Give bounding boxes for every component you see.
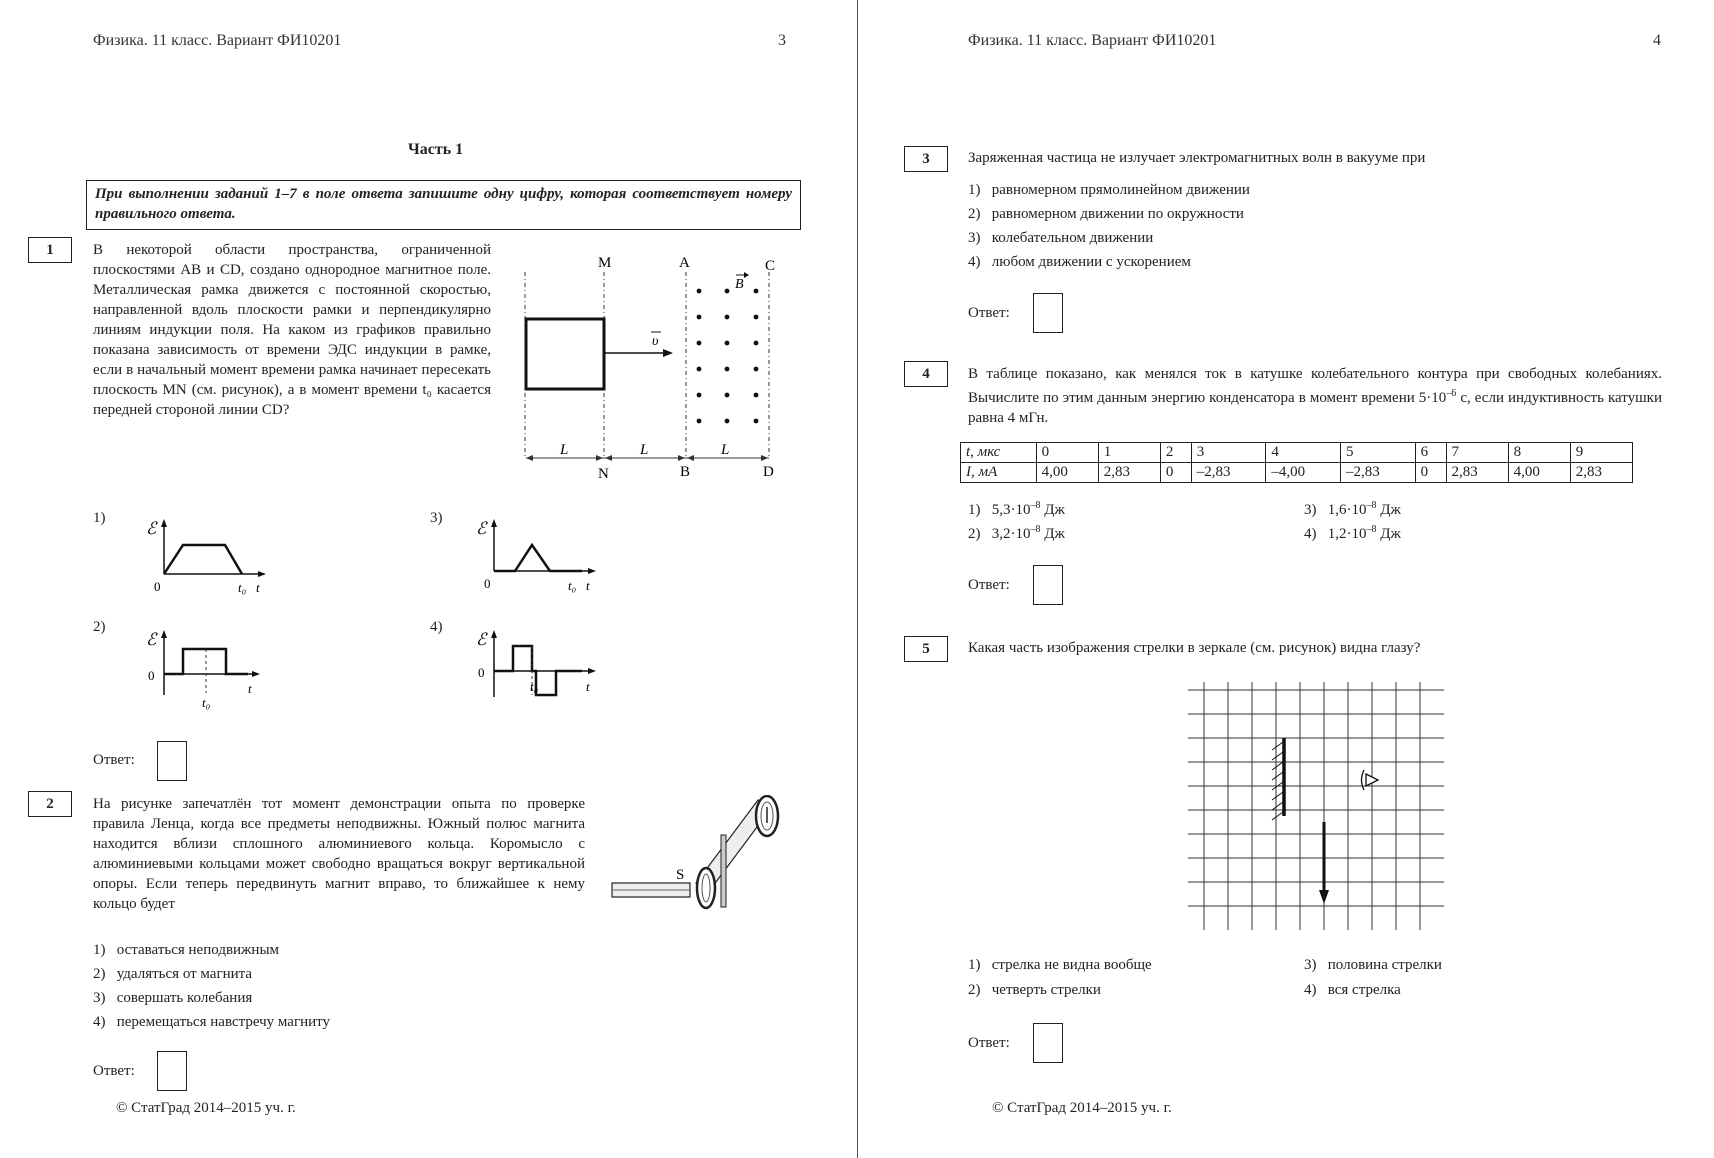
q4-text-exp: –6 (1446, 388, 1457, 399)
table-cell: 3 (1191, 443, 1266, 463)
table-header-cell: t, мкс (961, 443, 1037, 463)
table-cell: 4,00 (1036, 463, 1098, 483)
graph1-t: t (256, 580, 260, 595)
q2-answer-box[interactable] (157, 1051, 187, 1091)
table-cell: 8 (1508, 443, 1570, 463)
left-page-number: 3 (778, 32, 786, 49)
q2-option-4 (93, 1014, 330, 1031)
q3-option-2-text: равномерном движении по окружности (991, 206, 1244, 222)
q3-option-2 (968, 206, 1244, 223)
graph4-emf-label: ℰ (476, 630, 487, 649)
label-N: N (598, 466, 609, 482)
q5-option-1 (968, 957, 1152, 974)
q4-option-2-exp: –8 (1030, 524, 1041, 535)
q5-option-3 (1304, 957, 1442, 974)
right-header-title: Физика. 11 класс. Вариант ФИ10201 (968, 32, 1217, 49)
right-footer: © СтатГрад 2014–2015 уч. г. (992, 1100, 1172, 1116)
q5-option-2-text: четверть стрелки (991, 982, 1101, 998)
q5-answer-box[interactable] (1033, 1023, 1063, 1063)
q4-option-3-num: 3) (1304, 502, 1317, 518)
left-footer: © СтатГрад 2014–2015 уч. г. (116, 1100, 296, 1116)
q5-answer-label: Ответ: (968, 1035, 1010, 1051)
q3-option-4-num: 4) (968, 254, 981, 270)
q4-option-4-unit: Дж (1376, 526, 1401, 542)
q4-option-1-unit: Дж (1040, 502, 1065, 518)
q2-option-1 (93, 942, 279, 959)
q3-option-1-num: 1) (968, 182, 981, 198)
q2-number: 2 (28, 791, 72, 817)
table-cell: 2,83 (1570, 463, 1632, 483)
table-cell: 2 (1160, 443, 1191, 463)
q4-option-4-exp: –8 (1366, 524, 1377, 535)
q4-option-4-num: 4) (1304, 526, 1317, 542)
q2-option-2-num: 2) (93, 966, 106, 982)
q2-option-2 (93, 966, 252, 983)
q4-option-1-exp: –8 (1030, 500, 1041, 511)
q3-number: 3 (904, 146, 948, 172)
q4-option-1 (968, 500, 1065, 519)
q3-option-3-num: 3) (968, 230, 981, 246)
q5-option-4 (1304, 982, 1401, 999)
q1-number: 1 (28, 237, 72, 263)
mirror-grid-figure (1188, 682, 1448, 932)
q4-answer-label: Ответ: (968, 577, 1010, 593)
q4-text-b: с, если индуктивность катушки равна 4 мГн. (968, 390, 1662, 426)
label-M: M (598, 255, 612, 271)
instructions-box (86, 180, 801, 230)
label-D: D (763, 464, 774, 480)
graph-option-4 (470, 625, 600, 710)
q2-option-1-text: оставаться неподвижным (116, 942, 280, 958)
q2-option-3 (93, 990, 252, 1007)
current-table (960, 442, 1633, 483)
table-cell: 4 (1266, 443, 1341, 463)
mirror-hatching (1272, 742, 1283, 820)
q2-option-4-text: перемещаться навстречу магниту (116, 1014, 331, 1030)
q5-option-4-num: 4) (1304, 982, 1317, 998)
table-cell: 6 (1415, 443, 1446, 463)
part-title: Часть 1 (408, 141, 464, 158)
label-L3: L (721, 442, 730, 458)
q2-option-2-text: удаляться от магнита (116, 966, 253, 982)
table-row-current (961, 463, 1633, 483)
q2-option-3-num: 3) (93, 990, 106, 1006)
table-cell: 9 (1570, 443, 1632, 463)
table-cell: 1 (1098, 443, 1160, 463)
graph-option-3 (470, 514, 600, 599)
q4-text-a: В таблице показано, как менялся ток в катушке колебательного контура при свободных колебаниях. Вычислите по этим данным энергию конденсатора в момент времени 5·10 (968, 366, 1662, 406)
graph4-t: t (586, 679, 590, 694)
q3-option-2-num: 2) (968, 206, 981, 222)
graph-option-1 (140, 514, 270, 599)
q2-option-1-num: 1) (93, 942, 106, 958)
grid-lines (1188, 682, 1444, 930)
graph2-number: 2) (93, 619, 106, 635)
graph4-t0: t₀ (530, 679, 539, 694)
table-cell: 7 (1446, 443, 1508, 463)
table-cell: 0 (1036, 443, 1098, 463)
table-cell: 4,00 (1508, 463, 1570, 483)
q4-answer-box[interactable] (1033, 565, 1063, 605)
b-vector-label: B (735, 277, 744, 292)
graph1-zero: 0 (154, 579, 161, 594)
q2-option-3-text: совершать колебания (116, 990, 253, 1006)
graph-option-2 (140, 625, 270, 710)
q3-option-3 (968, 230, 1153, 247)
q5-option-1-num: 1) (968, 957, 981, 973)
label-L1: L (560, 442, 569, 458)
eye-icon (1362, 770, 1379, 790)
table-cell: –2,83 (1191, 463, 1266, 483)
q4-text (968, 364, 1662, 428)
q1-text: В некоторой области пространства, ограниченной плоскостями AB и CD, создано однородное магнитное поле. Металлическая рамка движется с постоянной скоростью, направленной вдоль плоскости рамки и перпендикулярно линиям индукции поля. На каком из графиков правильно показана зависимость от времени ЭДС индукции в рамке, если в начальный момент времени рамка начинает пересекать плоскость MN (см. рисунок), а в момент времени t₀ касается передней стороной линии CD? (93, 242, 491, 418)
q4-option-2-mant: 3,2·10 (991, 526, 1031, 542)
table-cell: –4,00 (1266, 463, 1341, 483)
q1-field-diagram (515, 250, 785, 486)
graph2-t: t (248, 681, 252, 696)
graph1-number: 1) (93, 510, 106, 526)
q3-option-3-text: колебательном движении (991, 230, 1154, 246)
q1-answer-label: Ответ: (93, 752, 135, 768)
table-header-cell: I, мА (961, 463, 1037, 483)
label-A: A (679, 255, 690, 271)
q4-option-2 (968, 524, 1065, 543)
graph4-zero: 0 (478, 665, 485, 680)
table-row-time (961, 443, 1633, 463)
q5-option-3-text: половина стрелки (1327, 957, 1442, 973)
lenz-experiment-figure (610, 795, 785, 915)
q3-option-1 (968, 182, 1250, 199)
q4-option-2-unit: Дж (1040, 526, 1065, 542)
q3-option-4 (968, 254, 1191, 271)
label-B: B (680, 464, 691, 480)
label-C: C (765, 258, 776, 274)
q4-option-1-mant: 5,3·10 (991, 502, 1031, 518)
q4-option-4-mant: 1,2·10 (1327, 526, 1367, 542)
graph1-t0: t₀ (238, 580, 247, 595)
q5-text: Какая часть изображения стрелки в зеркале (см. рисунок) видна глазу? (968, 640, 1421, 656)
table-cell: 0 (1160, 463, 1191, 483)
graph3-number: 3) (430, 510, 443, 526)
q2-answer-label: Ответ: (93, 1063, 135, 1079)
q4-option-4 (1304, 524, 1401, 543)
table-cell: 0 (1415, 463, 1446, 483)
arrow-head (1319, 890, 1329, 904)
field-dots (697, 289, 759, 424)
q5-option-4-text: вся стрелка (1327, 982, 1401, 998)
graph2-t0: t₀ (202, 695, 211, 710)
graph3-t: t (586, 578, 590, 593)
q4-option-3-exp: –8 (1366, 500, 1377, 511)
q4-option-2-num: 2) (968, 526, 981, 542)
magnet-s-label: S (676, 867, 685, 883)
q4-number: 4 (904, 361, 948, 387)
q3-answer-label: Ответ: (968, 305, 1010, 321)
q2-text: На рисунке запечатлён тот момент демонстрации опыта по проверке правила Ленца, когда все предметы неподвижны. Южный полюс магнита находится вблизи сплошного алюминиевого кольца. Коромысло с алюминиевыми кольцами может свободно вращаться вокруг вертикальной опоры. Если теперь передвинуть магнит вправо, то ближайшее к нему кольцо будет (93, 796, 585, 912)
q3-answer-box[interactable] (1033, 293, 1063, 333)
q4-option-3 (1304, 500, 1401, 519)
left-header-title: Физика. 11 класс. Вариант ФИ10201 (93, 32, 342, 49)
q3-option-4-text: любом движении с ускорением (991, 254, 1191, 270)
q1-answer-box[interactable] (157, 741, 187, 781)
q2-option-4-num: 4) (93, 1014, 106, 1030)
q5-option-2 (968, 982, 1101, 999)
graph3-t0: t₀ (568, 578, 577, 593)
graph4-number: 4) (430, 619, 443, 635)
table-cell: 2,83 (1446, 463, 1508, 483)
instructions-text: При выполнении заданий 1–7 в поле ответа запишите одну цифру, которая соответствует номеру правильного ответа. (95, 186, 792, 222)
graph2-zero: 0 (148, 668, 155, 683)
right-page-number: 4 (1653, 32, 1661, 49)
graph3-emf-label: ℰ (476, 519, 487, 538)
q4-option-3-unit: Дж (1376, 502, 1401, 518)
q5-option-2-num: 2) (968, 982, 981, 998)
graph1-emf-label: ℰ (146, 519, 157, 538)
graph3-zero: 0 (484, 576, 491, 591)
q5-number: 5 (904, 636, 948, 662)
q5-option-3-num: 3) (1304, 957, 1317, 973)
table-cell: –2,83 (1341, 463, 1416, 483)
label-L2: L (640, 442, 649, 458)
q4-option-3-mant: 1,6·10 (1327, 502, 1367, 518)
q5-option-1-text: стрелка не видна вообще (991, 957, 1152, 973)
page-divider (857, 0, 858, 1158)
velocity-label: υ (652, 334, 659, 349)
q3-text: Заряженная частица не излучает электромагнитных волн в вакууме при (968, 150, 1426, 166)
q3-option-1-text: равномерном прямолинейном движении (991, 182, 1250, 198)
table-cell: 2,83 (1098, 463, 1160, 483)
graph2-emf-label: ℰ (146, 630, 157, 649)
q4-option-1-num: 1) (968, 502, 981, 518)
table-cell: 5 (1341, 443, 1416, 463)
